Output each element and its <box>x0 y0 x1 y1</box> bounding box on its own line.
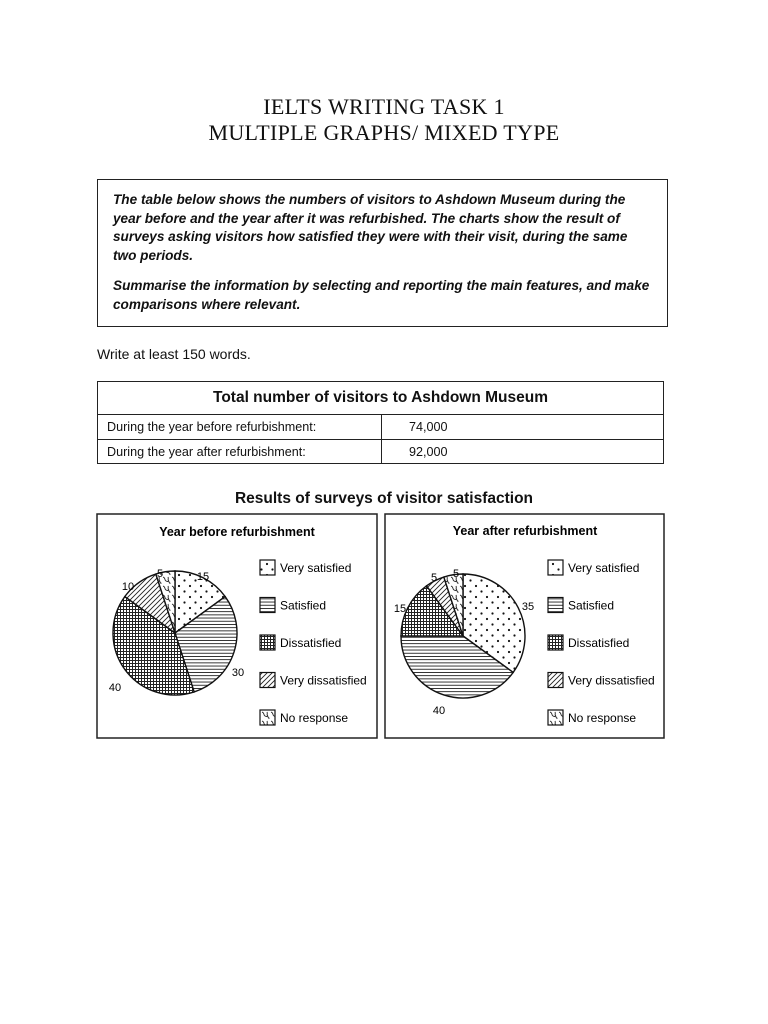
legend-swatch-very-satisfied <box>548 560 563 575</box>
word-limit-text: Write at least 150 words. <box>97 346 251 362</box>
pie-value-label: 5 <box>452 568 460 580</box>
chart-title-after: Year after refurbishment <box>452 524 598 538</box>
pie-chart-before <box>109 568 244 695</box>
pie-value-label: 5 <box>156 568 164 580</box>
legend-swatch-very-dissatisfied <box>260 673 275 688</box>
task-paragraph-1: The table below shows the numbers of visitors to Ashdown Museum during the year before and the year after it was refurbished. The charts show the result of surveys asking visitors how satisfied they were with their visit, during the same two periods. <box>113 192 628 263</box>
legend-label-dissatisfied: Dissatisfied <box>568 636 630 650</box>
legend-swatch-dissatisfied <box>260 635 275 650</box>
legend-before <box>260 560 367 725</box>
legend-label-satisfied: Satisfied <box>568 598 615 613</box>
legend-swatch-no-response <box>260 710 275 725</box>
pie-value-label: 40 <box>432 705 446 717</box>
page-heading-line1: IELTS WRITING TASK 1 <box>263 94 505 119</box>
legend-label-no-response: No response <box>280 711 349 725</box>
pie-value-label: 35 <box>521 601 535 613</box>
legend-swatch-satisfied <box>260 598 275 613</box>
legend-label-satisfied: Satisfied <box>280 598 327 613</box>
visitor-table-title: Total number of visitors to Ashdown Museum <box>98 382 663 415</box>
table-cell-value: 74,000 <box>409 420 448 434</box>
pie-value-label: 10 <box>121 581 135 593</box>
legend-swatch-very-dissatisfied <box>548 673 563 688</box>
legend-after <box>548 560 655 725</box>
task-paragraph-2: Summarise the information by selecting and reporting the main features, and make comparisons where relevant. <box>113 278 650 312</box>
chart-title-before: Year before refurbishment <box>159 525 315 539</box>
table-cell-label: During the year after refurbishment: <box>98 440 382 464</box>
pie-value-label: 30 <box>231 667 245 679</box>
survey-title: Results of surveys of visitor satisfaction <box>234 490 534 507</box>
legend-label-very-dissatisfied: Very dissatisfied <box>568 673 655 688</box>
legend-label-no-response: No response <box>568 711 637 725</box>
pie-value-label: 40 <box>108 682 122 694</box>
page-heading-line2: MULTIPLE GRAPHS/ MIXED TYPE <box>208 120 560 145</box>
legend-swatch-very-satisfied <box>260 560 275 575</box>
pie-value-label: 5 <box>430 572 438 584</box>
legend-swatch-no-response <box>548 710 563 725</box>
legend-label-very-satisfied: Very satisfied <box>280 561 352 575</box>
table-cell-label: During the year before refurbishment: <box>98 415 382 439</box>
legend-swatch-satisfied <box>548 598 563 613</box>
pie-value-label: 15 <box>196 571 210 583</box>
legend-label-dissatisfied: Dissatisfied <box>280 636 342 650</box>
pie-value-label: 15 <box>393 603 407 615</box>
legend-swatch-dissatisfied <box>548 635 563 650</box>
legend-label-very-satisfied: Very satisfied <box>568 561 640 575</box>
table-cell-value: 92,000 <box>409 445 448 459</box>
legend-label-very-dissatisfied: Very dissatisfied <box>280 673 367 688</box>
pie-chart-after <box>394 568 534 717</box>
